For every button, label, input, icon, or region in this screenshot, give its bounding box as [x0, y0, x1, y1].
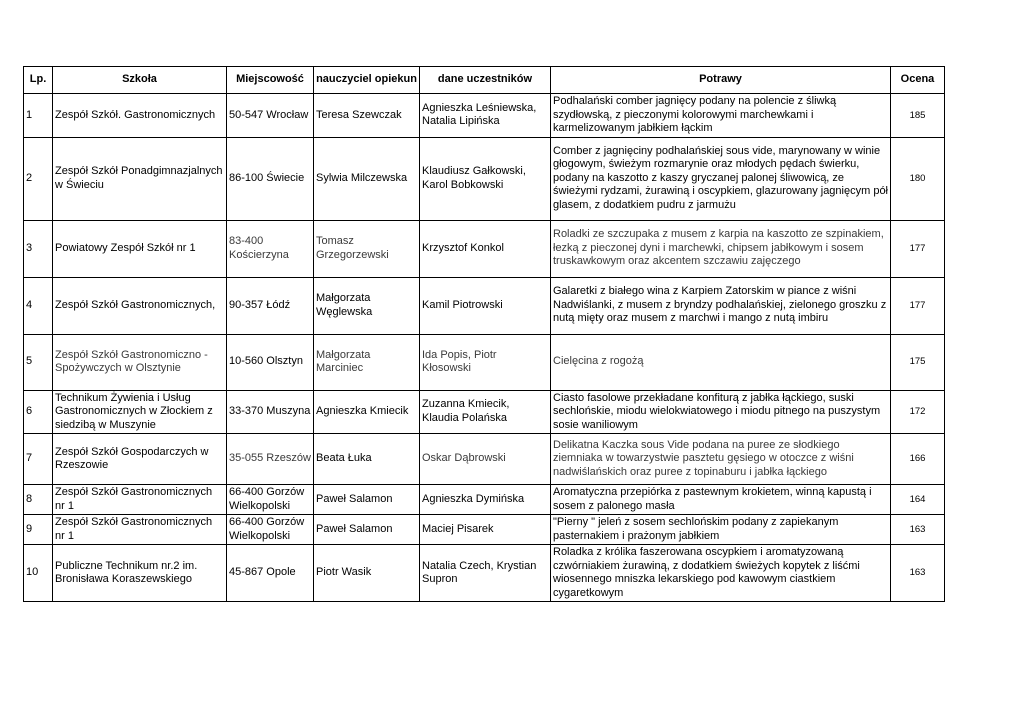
- cell-szkola: Zespół Szkół Ponadgimnazjalnych w Świeciu: [53, 137, 227, 220]
- table-row: [24, 94, 945, 138]
- cell-lp: 7: [24, 434, 53, 485]
- results-table: [23, 66, 945, 602]
- cell-potrawy: Podhalański comber jagnięcy podany na polencie z śliwką szydłowską, z pieczonymi kolorowymi marchewkami i karmelizowanym jabłkiem łąckim: [551, 94, 891, 138]
- cell-miejscowosc: 86-100 Świecie: [227, 137, 314, 220]
- cell-potrawy: Galaretki z białego wina z Karpiem Zatorskim w piance z wiśni Nadwiślanki, z musem z bryndzy podhalańskiej, zielonego groszku z nutą mięty oraz musem z marchwi i mango z nutą imbiru: [551, 277, 891, 334]
- cell-potrawy: Roladka z królika faszerowana oscypkiem i aromatyzowaną czwórniakiem żurawiną, z dodatkiem świeżych kopytek z liśćmi wiosennego mniszka lekarskiego pod kawowym ciastkiem cygaretkowym: [551, 545, 891, 602]
- cell-szkola: Zespół Szkół Gastronomiczno - Spożywczych w Olsztynie: [53, 334, 227, 390]
- table-row: [24, 434, 945, 485]
- cell-nauczyciel: Piotr Wasik: [314, 545, 420, 602]
- cell-nauczyciel: Paweł Salamon: [314, 515, 420, 545]
- header-potrawy: Potrawy: [551, 67, 891, 94]
- cell-ocena: 163: [891, 515, 945, 545]
- cell-miejscowosc: 90-357 Łódź: [227, 277, 314, 334]
- cell-szkola: Publiczne Technikum nr.2 im. Bronisława Koraszewskiego: [53, 545, 227, 602]
- cell-nauczyciel: Małgorzata Węglewska: [314, 277, 420, 334]
- cell-uczestnicy: Agnieszka Leśniewska, Natalia Lipińska: [420, 94, 551, 138]
- cell-szkola: Zespół Szkół Gastronomicznych nr 1: [53, 515, 227, 545]
- cell-miejscowosc: 66-400 Gorzów Wielkopolski: [227, 485, 314, 515]
- cell-szkola: Zespół Szkół Gospodarczych w Rzeszowie: [53, 434, 227, 485]
- cell-szkola: Zespół Szkół Gastronomicznych,: [53, 277, 227, 334]
- cell-ocena: 177: [891, 277, 945, 334]
- cell-uczestnicy: Oskar Dąbrowski: [420, 434, 551, 485]
- cell-ocena: 166: [891, 434, 945, 485]
- cell-potrawy: Aromatyczna przepiórka z pastewnym krokietem, winną kapustą i sosem z palonego masła: [551, 485, 891, 515]
- cell-miejscowosc: 45-867 Opole: [227, 545, 314, 602]
- cell-nauczyciel: Małgorzata Marciniec: [314, 334, 420, 390]
- cell-uczestnicy: Natalia Czech, Krystian Supron: [420, 545, 551, 602]
- cell-ocena: 172: [891, 390, 945, 434]
- table-row: [24, 485, 945, 515]
- cell-szkola: Zespół Szkół. Gastronomicznych: [53, 94, 227, 138]
- cell-nauczyciel: Teresa Szewczak: [314, 94, 420, 138]
- cell-miejscowosc: 83-400 Kościerzyna: [227, 220, 314, 277]
- cell-lp: 5: [24, 334, 53, 390]
- cell-miejscowosc: 10-560 Olsztyn: [227, 334, 314, 390]
- cell-ocena: 177: [891, 220, 945, 277]
- cell-ocena: 163: [891, 545, 945, 602]
- cell-uczestnicy: Krzysztof Konkol: [420, 220, 551, 277]
- cell-lp: 2: [24, 137, 53, 220]
- cell-nauczyciel: Agnieszka Kmiecik: [314, 390, 420, 434]
- cell-nauczyciel: Beata Łuka: [314, 434, 420, 485]
- cell-uczestnicy: Agnieszka Dymińska: [420, 485, 551, 515]
- cell-miejscowosc: 50-547 Wrocław: [227, 94, 314, 138]
- header-szkola: Szkoła: [53, 67, 227, 94]
- cell-uczestnicy: Klaudiusz Gałkowski, Karol Bobkowski: [420, 137, 551, 220]
- table-row: [24, 390, 945, 434]
- cell-lp: 9: [24, 515, 53, 545]
- cell-ocena: 180: [891, 137, 945, 220]
- cell-nauczyciel: Sylwia Milczewska: [314, 137, 420, 220]
- cell-ocena: 164: [891, 485, 945, 515]
- table-row: [24, 137, 945, 220]
- cell-uczestnicy: Ida Popis, Piotr Kłosowski: [420, 334, 551, 390]
- cell-uczestnicy: Kamil Piotrowski: [420, 277, 551, 334]
- cell-potrawy: Ciasto fasolowe przekładane konfiturą z jabłka łąckiego, suski sechlońskie, miodu wielokwiatowego i miodu pitnego na puszystym sosie waniliowym: [551, 390, 891, 434]
- cell-szkola: Zespół Szkół Gastronomicznych nr 1: [53, 485, 227, 515]
- table-row: [24, 334, 945, 390]
- cell-lp: 6: [24, 390, 53, 434]
- cell-lp: 3: [24, 220, 53, 277]
- table-row: [24, 220, 945, 277]
- cell-szkola: Powiatowy Zespół Szkół nr 1: [53, 220, 227, 277]
- cell-szkola: Technikum Żywienia i Usług Gastronomicznych w Złockiem z siedzibą w Muszynie: [53, 390, 227, 434]
- header-lp: Lp.: [24, 67, 53, 94]
- cell-uczestnicy: Maciej Pisarek: [420, 515, 551, 545]
- header-row: [24, 67, 945, 94]
- table-row: [24, 515, 945, 545]
- cell-ocena: 185: [891, 94, 945, 138]
- cell-lp: 10: [24, 545, 53, 602]
- cell-potrawy: Delikatna Kaczka sous Vide podana na puree ze słodkiego ziemniaka w towarzystwie pasztetu gęsiego w otoczce z wiśni nadwiślańskich oraz puree z topinaburu i jabłka łąckiego: [551, 434, 891, 485]
- cell-miejscowosc: 33-370 Muszyna: [227, 390, 314, 434]
- header-nauczyciel: nauczyciel opiekun: [314, 67, 420, 94]
- cell-nauczyciel: Tomasz Grzegorzewski: [314, 220, 420, 277]
- cell-ocena: 175: [891, 334, 945, 390]
- header-uczestnicy: dane uczestników: [420, 67, 551, 94]
- cell-lp: 8: [24, 485, 53, 515]
- header-miejscowosc: Miejscowość: [227, 67, 314, 94]
- cell-uczestnicy: Zuzanna Kmiecik, Klaudia Polańska: [420, 390, 551, 434]
- cell-potrawy: Roladki ze szczupaka z musem z karpia na kaszotto ze szpinakiem, łezką z pieczonej dyni i marchewki, chipsem jabłkowym i sosem truskawkowym oraz akcentem szczawiu zajęczego: [551, 220, 891, 277]
- cell-potrawy: Cielęcina z rogożą: [551, 334, 891, 390]
- header-ocena: Ocena: [891, 67, 945, 94]
- cell-potrawy: "Pierny " jeleń z sosem sechlońskim podany z zapiekanym pasternakiem i prażonym jabłkiem: [551, 515, 891, 545]
- cell-miejscowosc: 35-055 Rzeszów: [227, 434, 314, 485]
- cell-lp: 4: [24, 277, 53, 334]
- cell-potrawy: Comber z jagnięciny podhalańskiej sous vide, marynowany w winie głogowym, świeżym rozmarynie oraz młodych pędach świerku, podany na kaszotto z kaszy gryczanej palonej śliwowicą, ze świeżymi rydzami, żurawiną i oscypkiem, glazurowany jagnięcym pół glasem, z dodatkiem pudru z jarmużu: [551, 137, 891, 220]
- cell-nauczyciel: Paweł Salamon: [314, 485, 420, 515]
- table-row: [24, 277, 945, 334]
- cell-lp: 1: [24, 94, 53, 138]
- table-row: [24, 545, 945, 602]
- cell-miejscowosc: 66-400 Gorzów Wielkopolski: [227, 515, 314, 545]
